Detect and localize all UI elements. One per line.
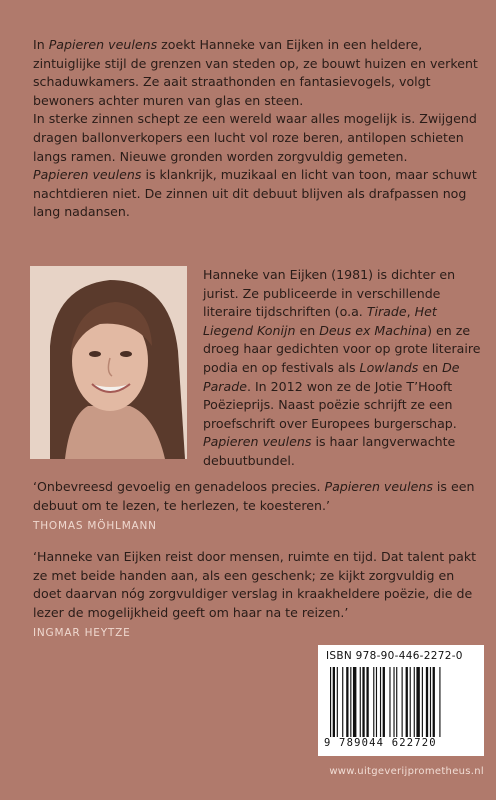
blurb-paragraph-3: Papieren veulens is klankrijk, muzikaal en licht van toon, maar schuwt nachtdieren niet. De zinnen uit dit debuut blijven als drafpassen nog lang nadansen. bbox=[33, 167, 477, 220]
isbn-label: ISBN 978-90-446-2272-0 bbox=[326, 650, 463, 662]
book-title: Papieren veulens bbox=[33, 167, 142, 183]
quote-author: INGMAR HEYTZE bbox=[33, 627, 131, 640]
blurb bbox=[33, 36, 483, 222]
author-bio bbox=[203, 266, 488, 471]
review-quote-2 bbox=[33, 548, 483, 643]
barcode-box bbox=[318, 645, 484, 756]
author-photo bbox=[30, 266, 187, 459]
barcode-icon bbox=[328, 667, 474, 737]
author-portrait-illustration bbox=[30, 266, 187, 459]
author-bio-text: Hanneke van Eijken (1981) is dichter en jurist. Ze publiceerde in verschillende literaire tijdschriften (o.a. Tirade, Het Liegend Konijn en Deus ex Machina) en ze droeg haar gedichten voor op grote literaire podia en op festivals als Lowlands en De Parade. In 2012 won ze de Jotie T’Hooft Poëzieprijs. Naast poëzie schrijft ze een proefschrift over Europees burgerschap. Papieren veulens is haar langverwachte debuutbundel. bbox=[203, 267, 481, 468]
blurb-paragraph-1: In Papieren veulens zoekt Hanneke van Eijken in een heldere, zintuiglijke stijl de grenzen van steden op, ze bouwt huizen en verkent schaduwkamers. Ze aait straathonden en fantasievogels, volgt bewoners achter muren van glas en steen. bbox=[33, 37, 478, 108]
quote-author: THOMAS MÖHLMANN bbox=[33, 520, 157, 533]
publisher-url[interactable]: www.uitgeverijprometheus.nl bbox=[329, 766, 484, 777]
barcode-number: 9 789044 622720 bbox=[324, 737, 437, 749]
quote-text: ‘Onbevreesd gevoelig en genadeloos precies. Papieren veulens is een debuut om te lezen, te herlezen, te koesteren.’ bbox=[33, 479, 475, 513]
book-title: Papieren veulens bbox=[48, 37, 158, 52]
review-quote-1 bbox=[33, 478, 483, 536]
blurb-paragraph-2: In sterke zinnen schept ze een wereld waar alles mogelijk is. Zwijgend dragen ballonverkopers een lucht vol roze beren, antilopen schieten langs ramen. Nieuwe gronden worden zorgvuldig gemeten. bbox=[33, 111, 477, 164]
quote-text: ‘Hanneke van Eijken reist door mensen, ruimte en tijd. Dat talent pakt ze met beide handen aan, als een geschenk; ze kijkt zorgvuldig en doet daarvan nóg zorgvuldiger verslag in kraakheldere poëzie, die de lezer de mogelijkheid geeft om haar na te reizen.’ bbox=[33, 549, 477, 620]
